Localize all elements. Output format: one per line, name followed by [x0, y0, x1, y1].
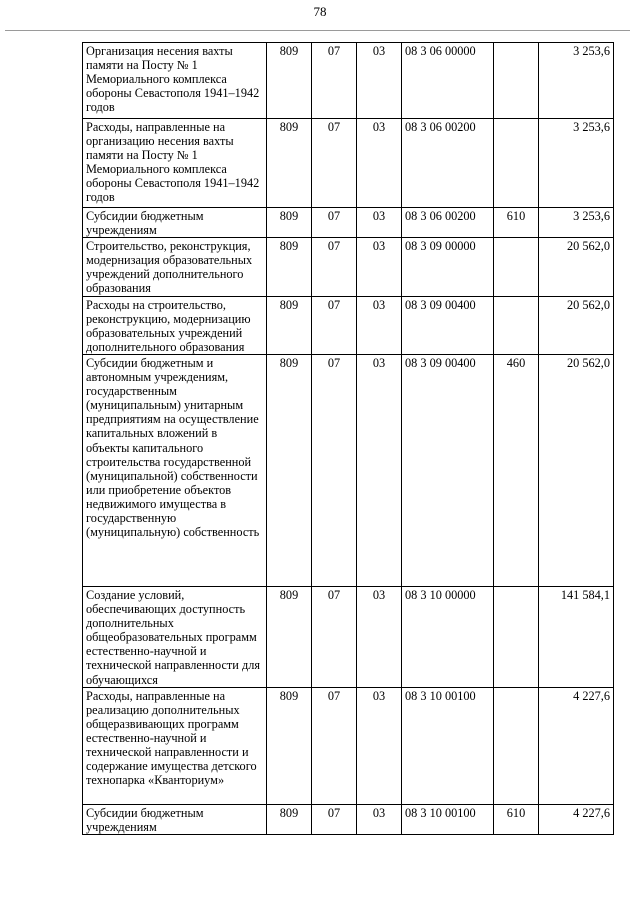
target-article-cell: 08 3 06 00200: [402, 208, 494, 238]
amount-cell: 20 562,0: [539, 238, 614, 296]
table-row: [83, 208, 614, 238]
row-name-cell: Расходы, направленные на организацию несения вахты памяти на Посту № 1 Мемориального комплекса обороны Севастополя 1941–1942 годов: [83, 119, 267, 208]
subsection-code-cell: 03: [357, 296, 402, 354]
ministry-code-cell: 809: [267, 119, 312, 208]
expense-type-cell: [494, 238, 539, 296]
row-name-cell: Субсидии бюджетным и автономным учреждениям, государственным (муниципальным) унитарным предприятиям на осуществление капитальных вложений в объекты капитального строительства государственной (муниципальной) собственности или приобретение объектов недвижимого имущества в государственную (муниципальную) собственность: [83, 354, 267, 586]
amount-cell: 20 562,0: [539, 296, 614, 354]
section-code-cell: 07: [312, 354, 357, 586]
subsection-code-cell: 03: [357, 586, 402, 687]
target-article-cell: 08 3 06 00000: [402, 43, 494, 119]
subsection-code-cell: 03: [357, 687, 402, 804]
row-name-cell: Организация несения вахты памяти на Посту № 1 Мемориального комплекса обороны Севастополя 1941–1942 годов: [83, 43, 267, 119]
section-code-cell: 07: [312, 687, 357, 804]
section-code-cell: 07: [312, 586, 357, 687]
target-article-cell: 08 3 09 00400: [402, 354, 494, 586]
target-article-cell: 08 3 10 00100: [402, 687, 494, 804]
expense-type-cell: [494, 296, 539, 354]
ministry-code-cell: 809: [267, 804, 312, 834]
ministry-code-cell: 809: [267, 354, 312, 586]
budget-table: [82, 42, 614, 835]
table-row: [83, 119, 614, 208]
page-number: 78: [313, 4, 327, 19]
header-rule: [5, 30, 630, 31]
target-article-cell: 08 3 09 00000: [402, 238, 494, 296]
subsection-code-cell: 03: [357, 119, 402, 208]
subsection-code-cell: 03: [357, 804, 402, 834]
amount-cell: 3 253,6: [539, 43, 614, 119]
expense-type-cell: [494, 43, 539, 119]
expense-type-cell: [494, 119, 539, 208]
amount-cell: 4 227,6: [539, 804, 614, 834]
amount-cell: 4 227,6: [539, 687, 614, 804]
target-article-cell: 08 3 06 00200: [402, 119, 494, 208]
target-article-cell: 08 3 09 00400: [402, 296, 494, 354]
table-row: [83, 296, 614, 354]
row-name-cell: Субсидии бюджетным учреждениям: [83, 208, 267, 238]
ministry-code-cell: 809: [267, 586, 312, 687]
table-row: [83, 43, 614, 119]
subsection-code-cell: 03: [357, 354, 402, 586]
table-row: [83, 354, 614, 586]
table-row: [83, 804, 614, 834]
row-name-cell: Строительство, реконструкция, модернизация образовательных учреждений дополнительного образования: [83, 238, 267, 296]
row-name-cell: Субсидии бюджетным учреждениям: [83, 804, 267, 834]
target-article-cell: 08 3 10 00100: [402, 804, 494, 834]
expense-type-cell: [494, 586, 539, 687]
ministry-code-cell: 809: [267, 43, 312, 119]
ministry-code-cell: 809: [267, 296, 312, 354]
ministry-code-cell: 809: [267, 208, 312, 238]
row-name-cell: Расходы на строительство, реконструкцию, модернизацию образовательных учреждений дополнительного образования: [83, 296, 267, 354]
table-row: [83, 238, 614, 296]
table-row: [83, 586, 614, 687]
amount-cell: 3 253,6: [539, 208, 614, 238]
subsection-code-cell: 03: [357, 238, 402, 296]
expense-type-cell: 460: [494, 354, 539, 586]
row-name-cell: Создание условий, обеспечивающих доступность дополнительных общеобразовательных программ естественно-научной и технической направленности для обучающихся: [83, 586, 267, 687]
ministry-code-cell: 809: [267, 238, 312, 296]
ministry-code-cell: 809: [267, 687, 312, 804]
subsection-code-cell: 03: [357, 43, 402, 119]
section-code-cell: 07: [312, 43, 357, 119]
expense-type-cell: 610: [494, 804, 539, 834]
subsection-code-cell: 03: [357, 208, 402, 238]
amount-cell: 3 253,6: [539, 119, 614, 208]
amount-cell: 20 562,0: [539, 354, 614, 586]
section-code-cell: 07: [312, 238, 357, 296]
target-article-cell: 08 3 10 00000: [402, 586, 494, 687]
budget-table-body: [83, 43, 614, 835]
section-code-cell: 07: [312, 296, 357, 354]
table-row: [83, 687, 614, 804]
expense-type-cell: 610: [494, 208, 539, 238]
section-code-cell: 07: [312, 804, 357, 834]
section-code-cell: 07: [312, 119, 357, 208]
expense-type-cell: [494, 687, 539, 804]
row-name-cell: Расходы, направленные на реализацию дополнительных общеразвивающих программ естественно-научной и технической направленности и содержание имущества детского технопарка «Кванториум»: [83, 687, 267, 804]
amount-cell: 141 584,1: [539, 586, 614, 687]
section-code-cell: 07: [312, 208, 357, 238]
